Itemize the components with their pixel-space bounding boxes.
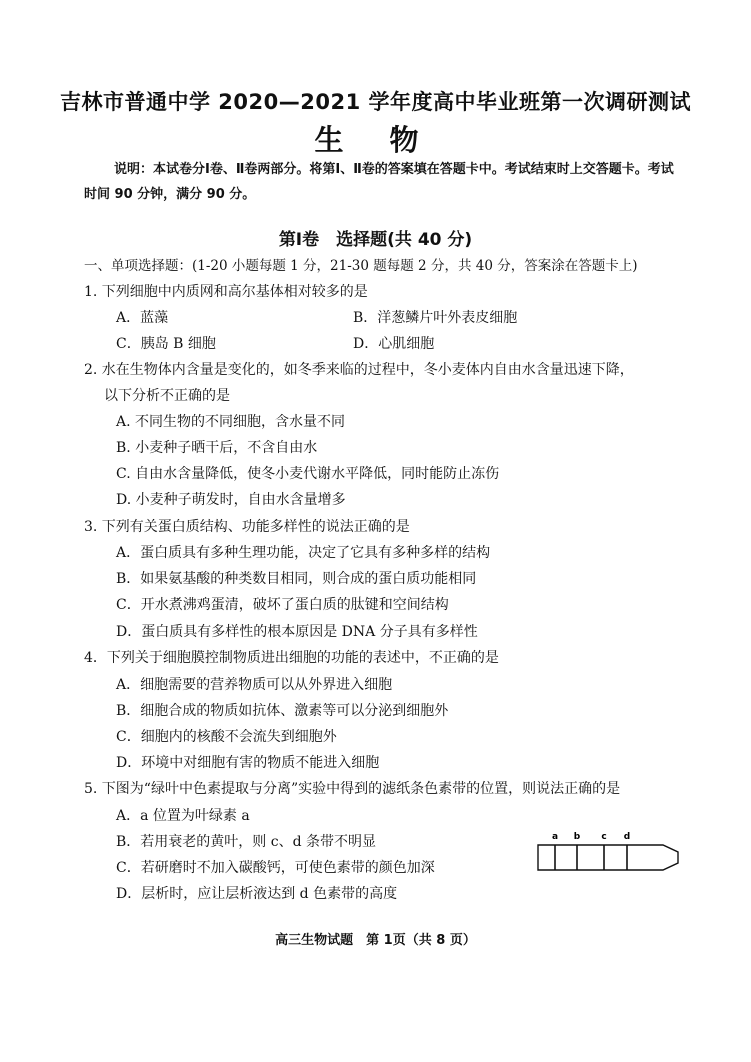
subject-title: 生 物 [314,123,437,157]
band-label-c: c [601,832,607,842]
question-2-stem: 2. 水在生物体内含量是变化的，如冬季来临的过程中，冬小麦体内自由水含量迅速下降， [84,362,634,378]
exam-instructions: 说明：本试卷分Ⅰ卷、Ⅱ卷两部分。将第Ⅰ、Ⅱ卷的答案填在答题卡中。考试结束时上交答题卡。考试时间 90 分钟，满分 90 分。 [84,162,674,202]
filter-paper-strip-diagram [533,828,683,878]
question-3-option-a: A．蛋白质具有多种生理功能，决定了它具有多种多样的结构 [116,545,491,561]
question-3-option-b: B．如果氨基酸的种类数目相同，则合成的蛋白质功能相同 [116,571,477,587]
band-label-b: b [573,832,581,842]
question-5-option-b: B．若用衰老的黄叶，则 c、d 条带不明显 [116,834,376,850]
question-5-option-d: D．层析时，应让层析液达到 d 色素带的高度 [116,886,398,902]
question-3-option-c: C．开水煮沸鸡蛋清，破坏了蛋白质的肽键和空间结构 [116,597,449,613]
question-3-option-d: D．蛋白质具有多样性的根本原因是 DNA 分子具有多样性 [116,624,478,640]
question-1-option-c: C．胰岛 B 细胞 [116,336,216,352]
question-4-stem: 4．下列关于细胞膜控制物质进出细胞的功能的表述中，不正确的是 [84,650,499,666]
question-5-option-c: C．若研磨时不加入碳酸钙，可使色素带的颜色加深 [116,860,435,876]
question-1-stem: 1. 下列细胞中内质网和高尔基体相对较多的是 [84,284,368,300]
question-1-option-d: D．心肌细胞 [353,336,435,352]
question-4-option-d: D．环境中对细胞有害的物质不能进入细胞 [116,755,380,771]
question-2-option-d: D. 小麦种子萌发时，自由水含量增多 [116,492,346,508]
question-3-stem: 3. 下列有关蛋白质结构、功能多样性的说法正确的是 [84,519,410,535]
question-5-option-a: A．a 位置为叶绿素 a [116,808,250,824]
question-5-stem: 5. 下图为“绿叶中色素提取与分离”实验中得到的滤纸条色素带的位置，则说法正确的是 [84,781,621,797]
question-2-option-a: A. 不同生物的不同细胞，含水量不同 [116,414,346,430]
filter-paper-strip [538,845,678,870]
question-2-stem-continued: 以下分析不正确的是 [104,388,230,404]
question-2-option-c: C. 自由水含量降低，使冬小麦代谢水平降低，同时能防止冻伤 [116,466,500,482]
question-1-option-a: A．蓝藻 [116,310,169,326]
band-label-a: a [551,832,559,842]
section-title: 第Ⅰ卷 选择题(共 40 分) [278,230,473,250]
part-instructions: 一、单项选择题：(1-20 小题每题 1 分，21-30 题每题 2 分，共 40 分，答案涂在答题卡上) [84,258,638,274]
question-4-option-a: A．细胞需要的营养物质可以从外界进入细胞 [116,677,393,693]
exam-title: 吉林市普通中学 2020—2021 学年度高中毕业班第一次调研测试 [59,90,691,114]
question-4-option-b: B．细胞合成的物质如抗体、激素等可以分泌到细胞外 [116,703,449,719]
band-label-d: d [623,832,631,842]
question-1-option-b: B．洋葱鳞片叶外表皮细胞 [353,310,518,326]
page-footer: 高三生物试题 第 1页（共 8 页） [275,933,476,948]
question-2-option-b: B. 小麦种子晒干后，不含自由水 [116,440,318,456]
question-4-option-c: C．细胞内的核酸不会流失到细胞外 [116,729,337,745]
